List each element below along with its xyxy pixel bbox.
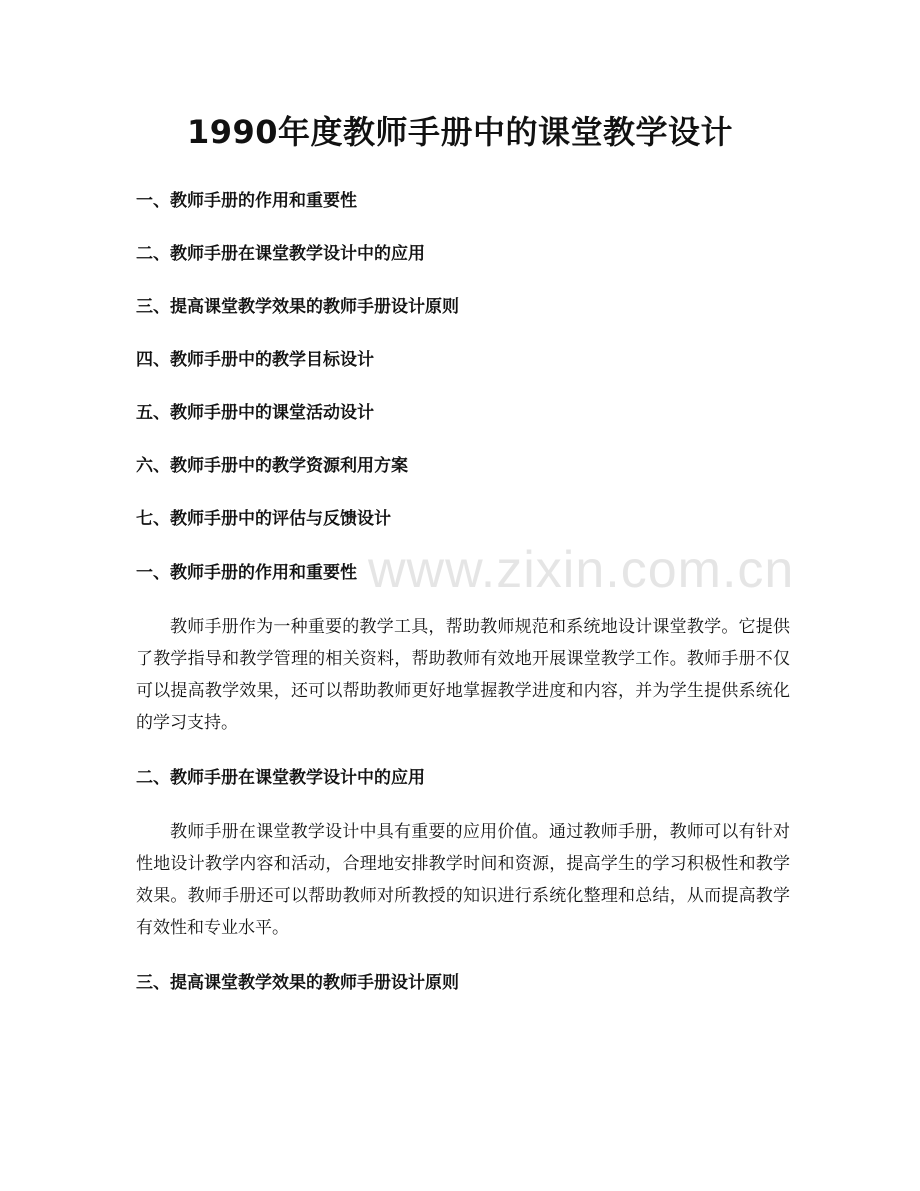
toc-item: 四、教师手册中的教学目标设计 xyxy=(136,350,374,370)
section-heading: 三、提高课堂教学效果的教师手册设计原则 xyxy=(136,973,459,993)
table-of-contents xyxy=(136,184,796,555)
section-heading: 二、教师手册在课堂教学设计中的应用 xyxy=(136,768,425,788)
toc-item: 七、教师手册中的评估与反馈设计 xyxy=(136,509,391,529)
watermark: www.zixin.com.cn xyxy=(368,541,795,599)
toc-item: 三、提高课堂教学效果的教师手册设计原则 xyxy=(136,297,459,317)
section-paragraph: 教师手册在课堂教学设计中具有重要的应用价值。通过教师手册，教师可以有针对性地设计教学内容和活动，合理地安排教学时间和资源，提高学生的学习积极性和教学效果。教师手册还可以帮助教师对所教授的知识进行系统化整理和总结，从而提高教学有效性和专业水平。 xyxy=(136,822,790,938)
toc-item: 六、教师手册中的教学资源利用方案 xyxy=(136,456,408,476)
toc-item: 二、教师手册在课堂教学设计中的应用 xyxy=(136,244,425,264)
document-title: 1990年度教师手册中的课堂教学设计 xyxy=(186,113,734,151)
document-body xyxy=(136,556,790,1000)
section-paragraph: 教师手册作为一种重要的教学工具，帮助教师规范和系统地设计课堂教学。它提供了教学指导和教学管理的相关资料，帮助教师有效地开展课堂教学工作。教师手册不仅可以提高教学效果，还可以帮助教师更好地掌握教学进度和内容，并为学生提供系统化的学习支持。 xyxy=(136,617,790,733)
toc-item: 五、教师手册中的课堂活动设计 xyxy=(136,403,374,423)
section-heading: 一、教师手册的作用和重要性 xyxy=(136,563,357,583)
toc-item: 一、教师手册的作用和重要性 xyxy=(136,191,357,211)
